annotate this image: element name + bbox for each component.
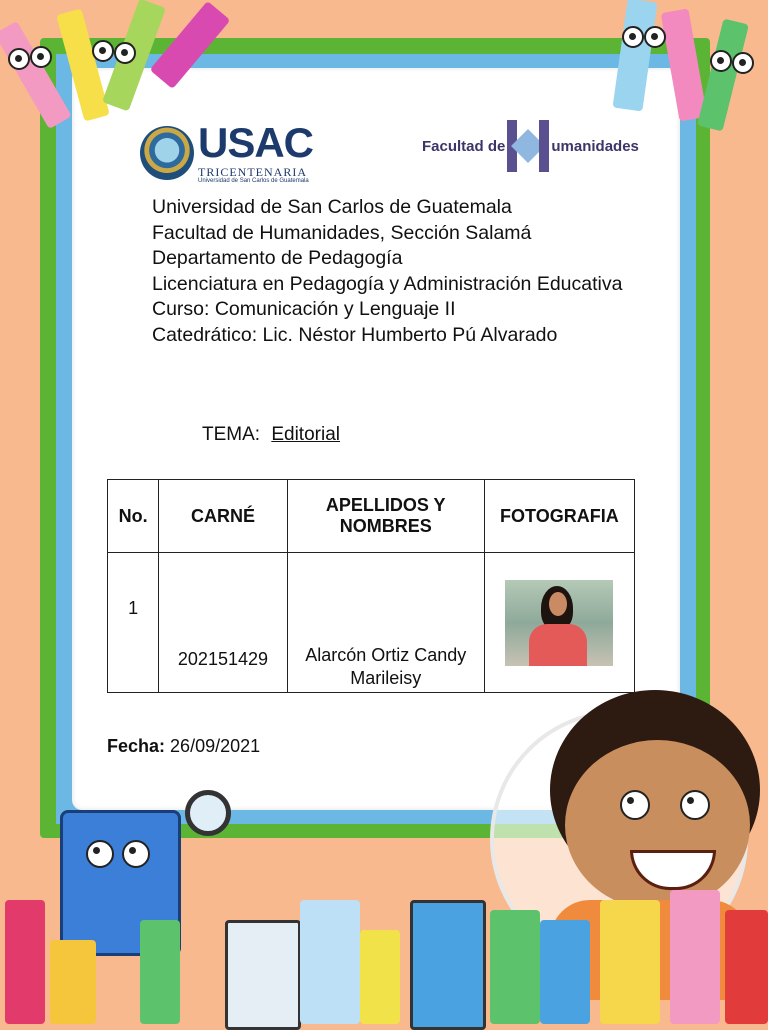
cell-nombre: Alarcón Ortiz Candy Marileisy bbox=[287, 553, 484, 693]
student-photo bbox=[505, 580, 613, 666]
h-mark-icon bbox=[507, 120, 549, 172]
usac-logo: USAC TRICENTENARIA Universidad de San Carlos de Guatemala bbox=[140, 122, 313, 184]
header-nombres: APELLIDOS Y NOMBRES bbox=[287, 480, 484, 553]
header-line-course: Curso: Comunicación y Lenguaje II bbox=[152, 298, 456, 320]
school-supplies-illustration bbox=[0, 780, 560, 1024]
date-line bbox=[107, 736, 260, 757]
table-header-row bbox=[108, 480, 635, 553]
header-no: No. bbox=[108, 480, 159, 553]
university-seal-icon bbox=[140, 126, 194, 180]
topic-value: Editorial bbox=[271, 424, 340, 445]
header-carne: CARNÉ bbox=[159, 480, 288, 553]
institution-info bbox=[152, 195, 622, 348]
crayon-characters-top-right bbox=[560, 0, 768, 140]
student-table bbox=[107, 479, 635, 693]
header-line-professor: Catedrático: Lic. Néstor Humberto Pú Alvarado bbox=[152, 323, 558, 346]
facultad-humanidades-logo: Facultad de umanidades bbox=[422, 120, 639, 172]
date-label: Fecha: bbox=[107, 736, 166, 756]
topic-label: TEMA: bbox=[202, 424, 261, 445]
header-line-university: Universidad de San Carlos de Guatemala bbox=[152, 196, 512, 218]
cell-no: 1 bbox=[108, 553, 159, 693]
date-value: 26/09/2021 bbox=[170, 736, 261, 756]
header-line-degree: Licenciatura en Pedagogía y Administración Educativa bbox=[152, 272, 623, 295]
header-fotografia: FOTOGRAFIA bbox=[484, 480, 634, 553]
header-line-faculty: Facultad de Humanidades, Sección Salamá bbox=[152, 221, 532, 244]
topic-line bbox=[202, 424, 340, 446]
cell-carne: 202151429 bbox=[159, 553, 288, 693]
header-line-department: Departamento de Pedagogía bbox=[152, 247, 403, 269]
crayons-bottom-right bbox=[540, 880, 768, 1024]
